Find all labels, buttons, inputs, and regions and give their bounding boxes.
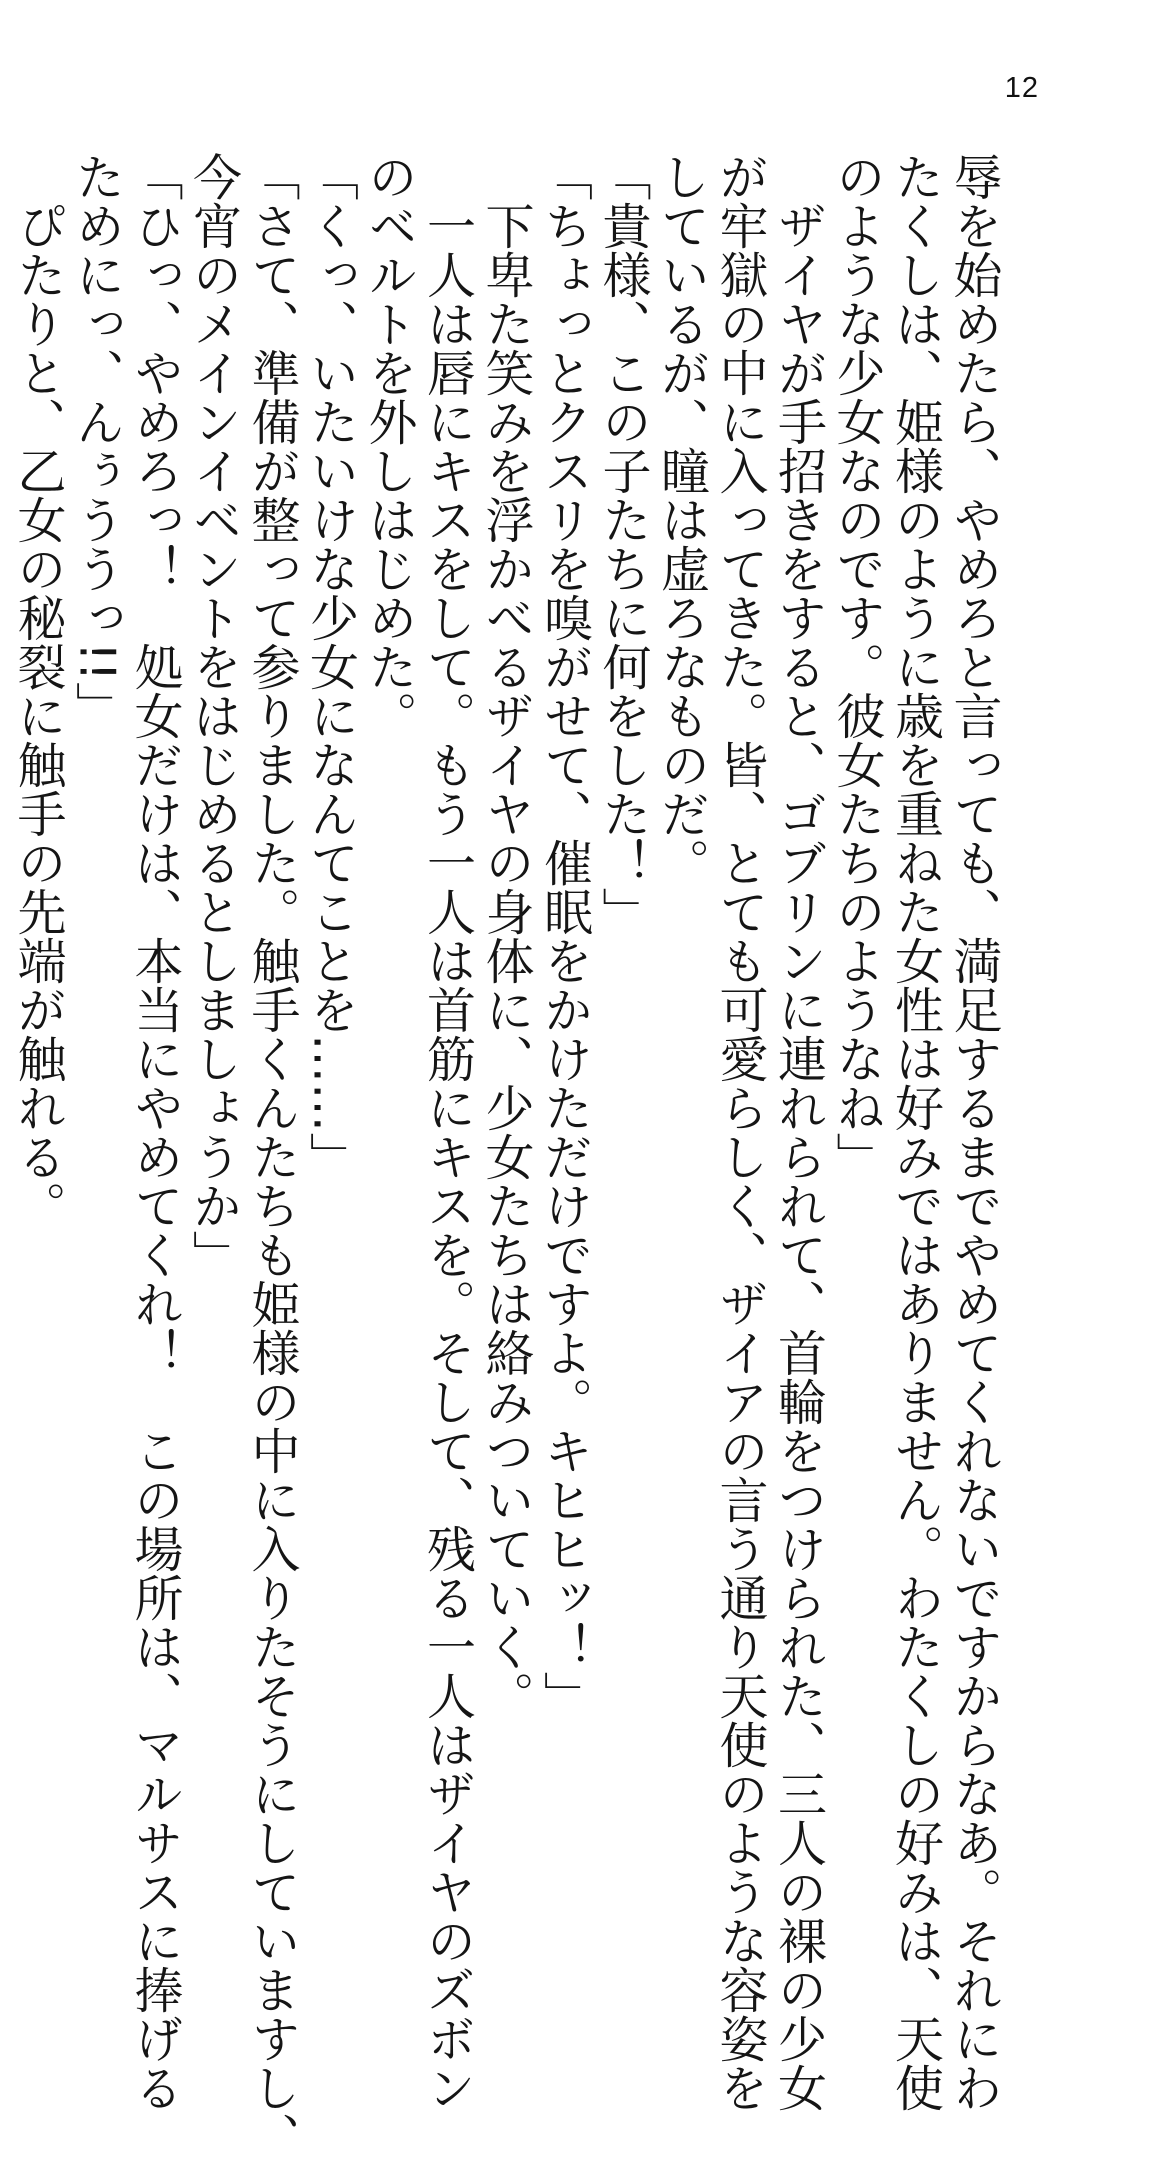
text-line: ぴたりと、乙女の秘裂に触手の先端が触れる。: [10, 152, 67, 1230]
text-line: 「貴様、この子たちに何をした！」: [595, 152, 652, 936]
text-line: が牢獄の中に入ってきた。皆、とても可愛らしく、ザイアの言う通り天使のような容姿を: [712, 152, 769, 2112]
text-line: 「くっ、いたいけな少女になんてことを……」: [302, 152, 360, 1181]
text-line: 「ちょっとクスリを嗅がせて、催眠をかけただけですよ。キヒヒッ！」: [536, 152, 594, 1720]
text-line: 今宵のメインイベントをはじめるとしましょうか」: [185, 152, 243, 1279]
text-line: 下卑た笑みを浮かべるザイヤの身体に、少女たちは絡みついていく。: [478, 152, 535, 1720]
page-number: 12: [1004, 72, 1039, 104]
text-line: 「ひっ、やめろっ！ 処女だけは、本当にやめてくれ！ この場所は、マルサスに捧げる: [127, 152, 184, 2112]
text-line: しているが、瞳は虚ろなものだ。: [653, 152, 711, 887]
text-line: 「さて、準備が整って参りました。触手くんたちも姫様の中に入りたそうにしていますし、: [244, 152, 301, 2161]
text-line: のような少女なのです。彼女たちのようなね」: [829, 152, 886, 1181]
text-line: のベルトを外しはじめた。: [361, 152, 418, 740]
vertical-text-body: [9, 152, 1004, 2161]
text-line: ザイヤが手招きをすると、ゴブリンに連れられて、首輪をつけられた、三人の裸の少女: [770, 152, 828, 2112]
text-line: 一人は唇にキスをして。もう一人は首筋にキスを。そして、残る一人はザイヤのズボン: [419, 152, 477, 2112]
text-line: ためにっ、んぅううっ!!」: [68, 152, 126, 731]
text-line: たくしは、姫様のように歳を重ねた女性は好みではありません。わたくしの好みは、天使: [887, 152, 945, 2112]
text-line: 辱を始めたら、やめろと言っても、満足するまでやめてくれないですからなあ。それにわ: [946, 152, 1003, 2112]
